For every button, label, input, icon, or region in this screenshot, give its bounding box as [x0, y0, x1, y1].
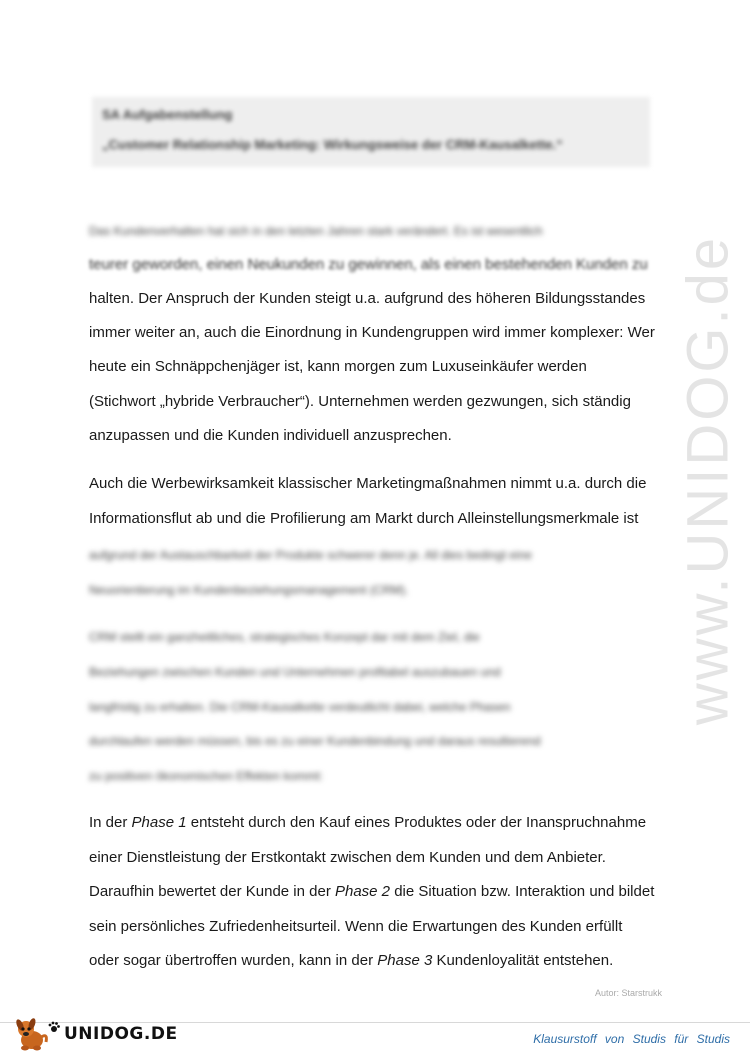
- text-run: Daraufhin bewertet der Kunde in der: [89, 883, 335, 900]
- body-line: Auch die Werbewirksamkeit klassischer Marketingmaßnahmen nimmt u.a. durch die: [89, 475, 647, 492]
- phase-term: Phase 1: [131, 814, 187, 831]
- header-topic: „Customer Relationship Marketing: Wirkungsweise der CRM-Kausalkette.“: [102, 137, 563, 152]
- body-line: CRM stellt ein ganzheitliches, strategisches Konzept dar mit dem Ziel, die: [89, 630, 480, 644]
- header-title: SA Aufgabenstellung: [102, 107, 233, 122]
- text-run: Kundenloyalität entstehen.: [432, 952, 614, 969]
- body-line: [89, 882, 669, 902]
- body-line: [89, 951, 669, 971]
- body-line: Neuorientierung im Kundenbeziehungsmanagement (CRM).: [89, 583, 409, 597]
- body-line: anzupassen und die Kunden individuell anzusprechen.: [89, 427, 452, 444]
- text-run: entsteht durch den Kauf eines Produktes oder der Inanspruchnahme: [186, 814, 647, 831]
- unidog-logo[interactable]: [10, 1016, 178, 1052]
- body-line: aufgrund der Austauschbarkeit der Produkte schwerer denn je. All dies bedingt eine: [89, 548, 532, 562]
- phase-term: Phase 2: [334, 883, 391, 900]
- task-header: [92, 97, 650, 167]
- body-line: sein persönliches Zufriedenheitsurteil. Wenn die Erwartungen des Kunden erfüllt: [89, 918, 623, 935]
- paw-icon: [48, 1021, 60, 1033]
- phase-term: Phase 3: [377, 952, 433, 969]
- body-line: Informationsflut ab und die Profilierung am Markt durch Alleinstellungsmerkmale ist: [89, 510, 639, 527]
- dog-mascot-icon: [10, 1016, 50, 1052]
- text-run: die Situation bzw. Interaktion und bildet: [390, 883, 655, 900]
- body-line: zu positiven ökonomischen Effekten kommt:: [89, 769, 323, 783]
- body-line: halten. Der Anspruch der Kunden steigt u.a. aufgrund des höheren Bildungsstandes: [89, 290, 646, 307]
- body-line: langfristig zu erhalten. Die CRM-Kausalkette verdeutlicht dabei, welche Phasen: [89, 700, 511, 714]
- body-line: heute ein Schnäppchenjäger ist, kann morgen zum Luxuseinkäufer werden: [89, 358, 587, 375]
- body-line: Das Kundenverhalten hat sich in den letzten Jahren stark verändert. Es ist wesentlich: [89, 224, 543, 238]
- footer-tagline: Klausurstoff von Studis für Studis: [533, 1032, 730, 1046]
- author-label: Autor: Starstrukk: [594, 988, 662, 998]
- logo-text: UNIDOG.DE: [64, 1024, 178, 1044]
- body-line: (Stichwort „hybride Verbraucher“). Unternehmen werden gezwungen, sich ständig: [89, 393, 631, 410]
- watermark: www.UNIDOG.de: [675, 234, 741, 726]
- body-line: durchlaufen werden müssen, bis es zu einer Kundenbindung und daraus resultierend: [89, 734, 541, 748]
- body-line: immer weiter an, auch die Einordnung in Kundengruppen wird immer komplexer: Wer: [89, 324, 655, 341]
- text-run: oder sogar übertroffen wurden, kann in der: [89, 952, 378, 969]
- body-line: teurer geworden, einen Neukunden zu gewinnen, als einen bestehenden Kunden zu: [89, 256, 648, 273]
- body-line: einer Dienstleistung der Erstkontakt zwischen dem Kunden und dem Anbieter.: [89, 849, 606, 866]
- text-run: In der: [89, 814, 132, 831]
- body-line: [89, 813, 669, 833]
- body-line: Beziehungen zwischen Kunden und Unternehmen profitabel auszubauen und: [89, 665, 501, 679]
